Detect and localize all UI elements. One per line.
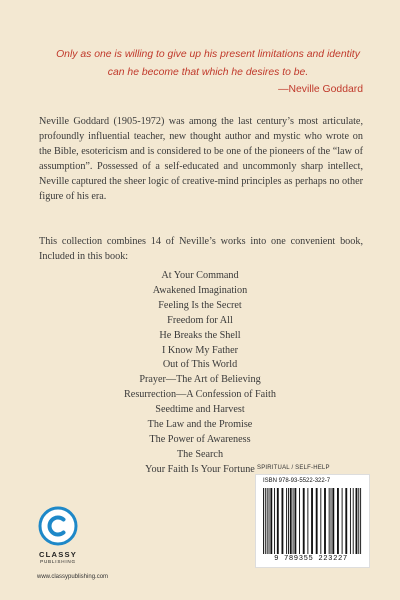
barcode-bar: [332, 488, 334, 554]
barcode-bar: [320, 488, 321, 554]
barcode-bar: [293, 488, 294, 554]
barcode-bar: [350, 488, 351, 554]
barcode-bar: [356, 488, 358, 554]
publisher-website: www.classypublishing.com: [37, 574, 109, 580]
epigraph-quote: Only as one is willing to give up his present limitations and identity can he become that which he desires to be.: [56, 49, 360, 78]
barcode-bar: [331, 488, 332, 554]
collection-intro: This collection combines 14 of Neville’s works into one convenient book, Included in this book:: [39, 236, 363, 262]
publisher-subtitle: PUBLISHING: [40, 559, 76, 564]
barcode-bar: [345, 488, 347, 554]
barcode-bar: [269, 488, 270, 554]
barcode-bar: [282, 488, 284, 554]
title-item: The Law and the Promise: [147, 419, 253, 431]
barcode-bar: [270, 488, 272, 554]
barcode-bar: [274, 488, 275, 554]
title-item: Out of This World: [162, 359, 238, 371]
barcode-bar: [277, 488, 279, 554]
barcode-bar: [267, 488, 268, 554]
title-item: At Your Command: [161, 270, 239, 281]
barcode-bar: [353, 488, 354, 554]
title-item: Resurrection—A Confession of Faith: [124, 389, 276, 401]
barcode-bar: [342, 488, 343, 554]
title-item: Seedtime and Harvest: [155, 404, 245, 416]
title-item: Feeling Is the Secret: [158, 299, 242, 311]
category-label: SPIRITUAL / SELF-HELP: [257, 465, 330, 471]
publisher-name: CLASSY: [38, 550, 77, 559]
barcode-bar: [263, 488, 264, 554]
title-item: Awakened Imagination: [152, 284, 248, 296]
barcode-bar: [360, 488, 361, 554]
isbn-label: ISBN 978-93-5522-322-7: [263, 478, 331, 484]
publisher-logo-icon: [38, 506, 78, 546]
barcode-bar: [307, 488, 308, 554]
barcode-bar: [311, 488, 313, 554]
barcode-bar: [286, 488, 287, 554]
barcode-bars: [263, 488, 362, 554]
included-titles-list: [0, 269, 400, 478]
barcode-bar: [265, 488, 266, 554]
barcode-bar: [294, 488, 296, 554]
title-item: He Breaks the Shell: [159, 329, 241, 341]
title-item: Prayer—The Art of Believing: [139, 374, 261, 386]
barcode-bar: [316, 488, 318, 554]
barcode-bar: [324, 488, 326, 554]
title-item: Freedom for All: [167, 314, 233, 326]
barcode-bar: [303, 488, 305, 554]
epigraph-author: —Neville Goddard: [278, 84, 363, 95]
title-item: Your Faith Is Your Fortune: [145, 463, 255, 475]
barcode-number: 9 789355 223227: [274, 555, 348, 563]
barcode-bar: [290, 488, 292, 554]
barcode-bar: [358, 488, 359, 554]
barcode-bar: [329, 488, 330, 554]
barcode-bar: [299, 488, 300, 554]
author-biography: Neville Goddard (1905-1972) was among the last century’s most articulate, profoundly influential teacher, new thought author and mystic who wrote on the Bible, esotericism and is considered to be one of the pioneers of the “law of assumption”. Possessed of a self-educated and uncommonly sharp intellect, Neville captured the sheer logic of creative-mind principles as perhaps no other figure of his era.: [39, 116, 363, 202]
title-item: The Search: [176, 448, 224, 460]
barcode-bar: [288, 488, 289, 554]
barcode-bar: [337, 488, 339, 554]
title-item: I Know My Father: [161, 344, 239, 356]
title-item: The Power of Awareness: [149, 433, 251, 445]
isbn-barcode: [255, 474, 370, 568]
